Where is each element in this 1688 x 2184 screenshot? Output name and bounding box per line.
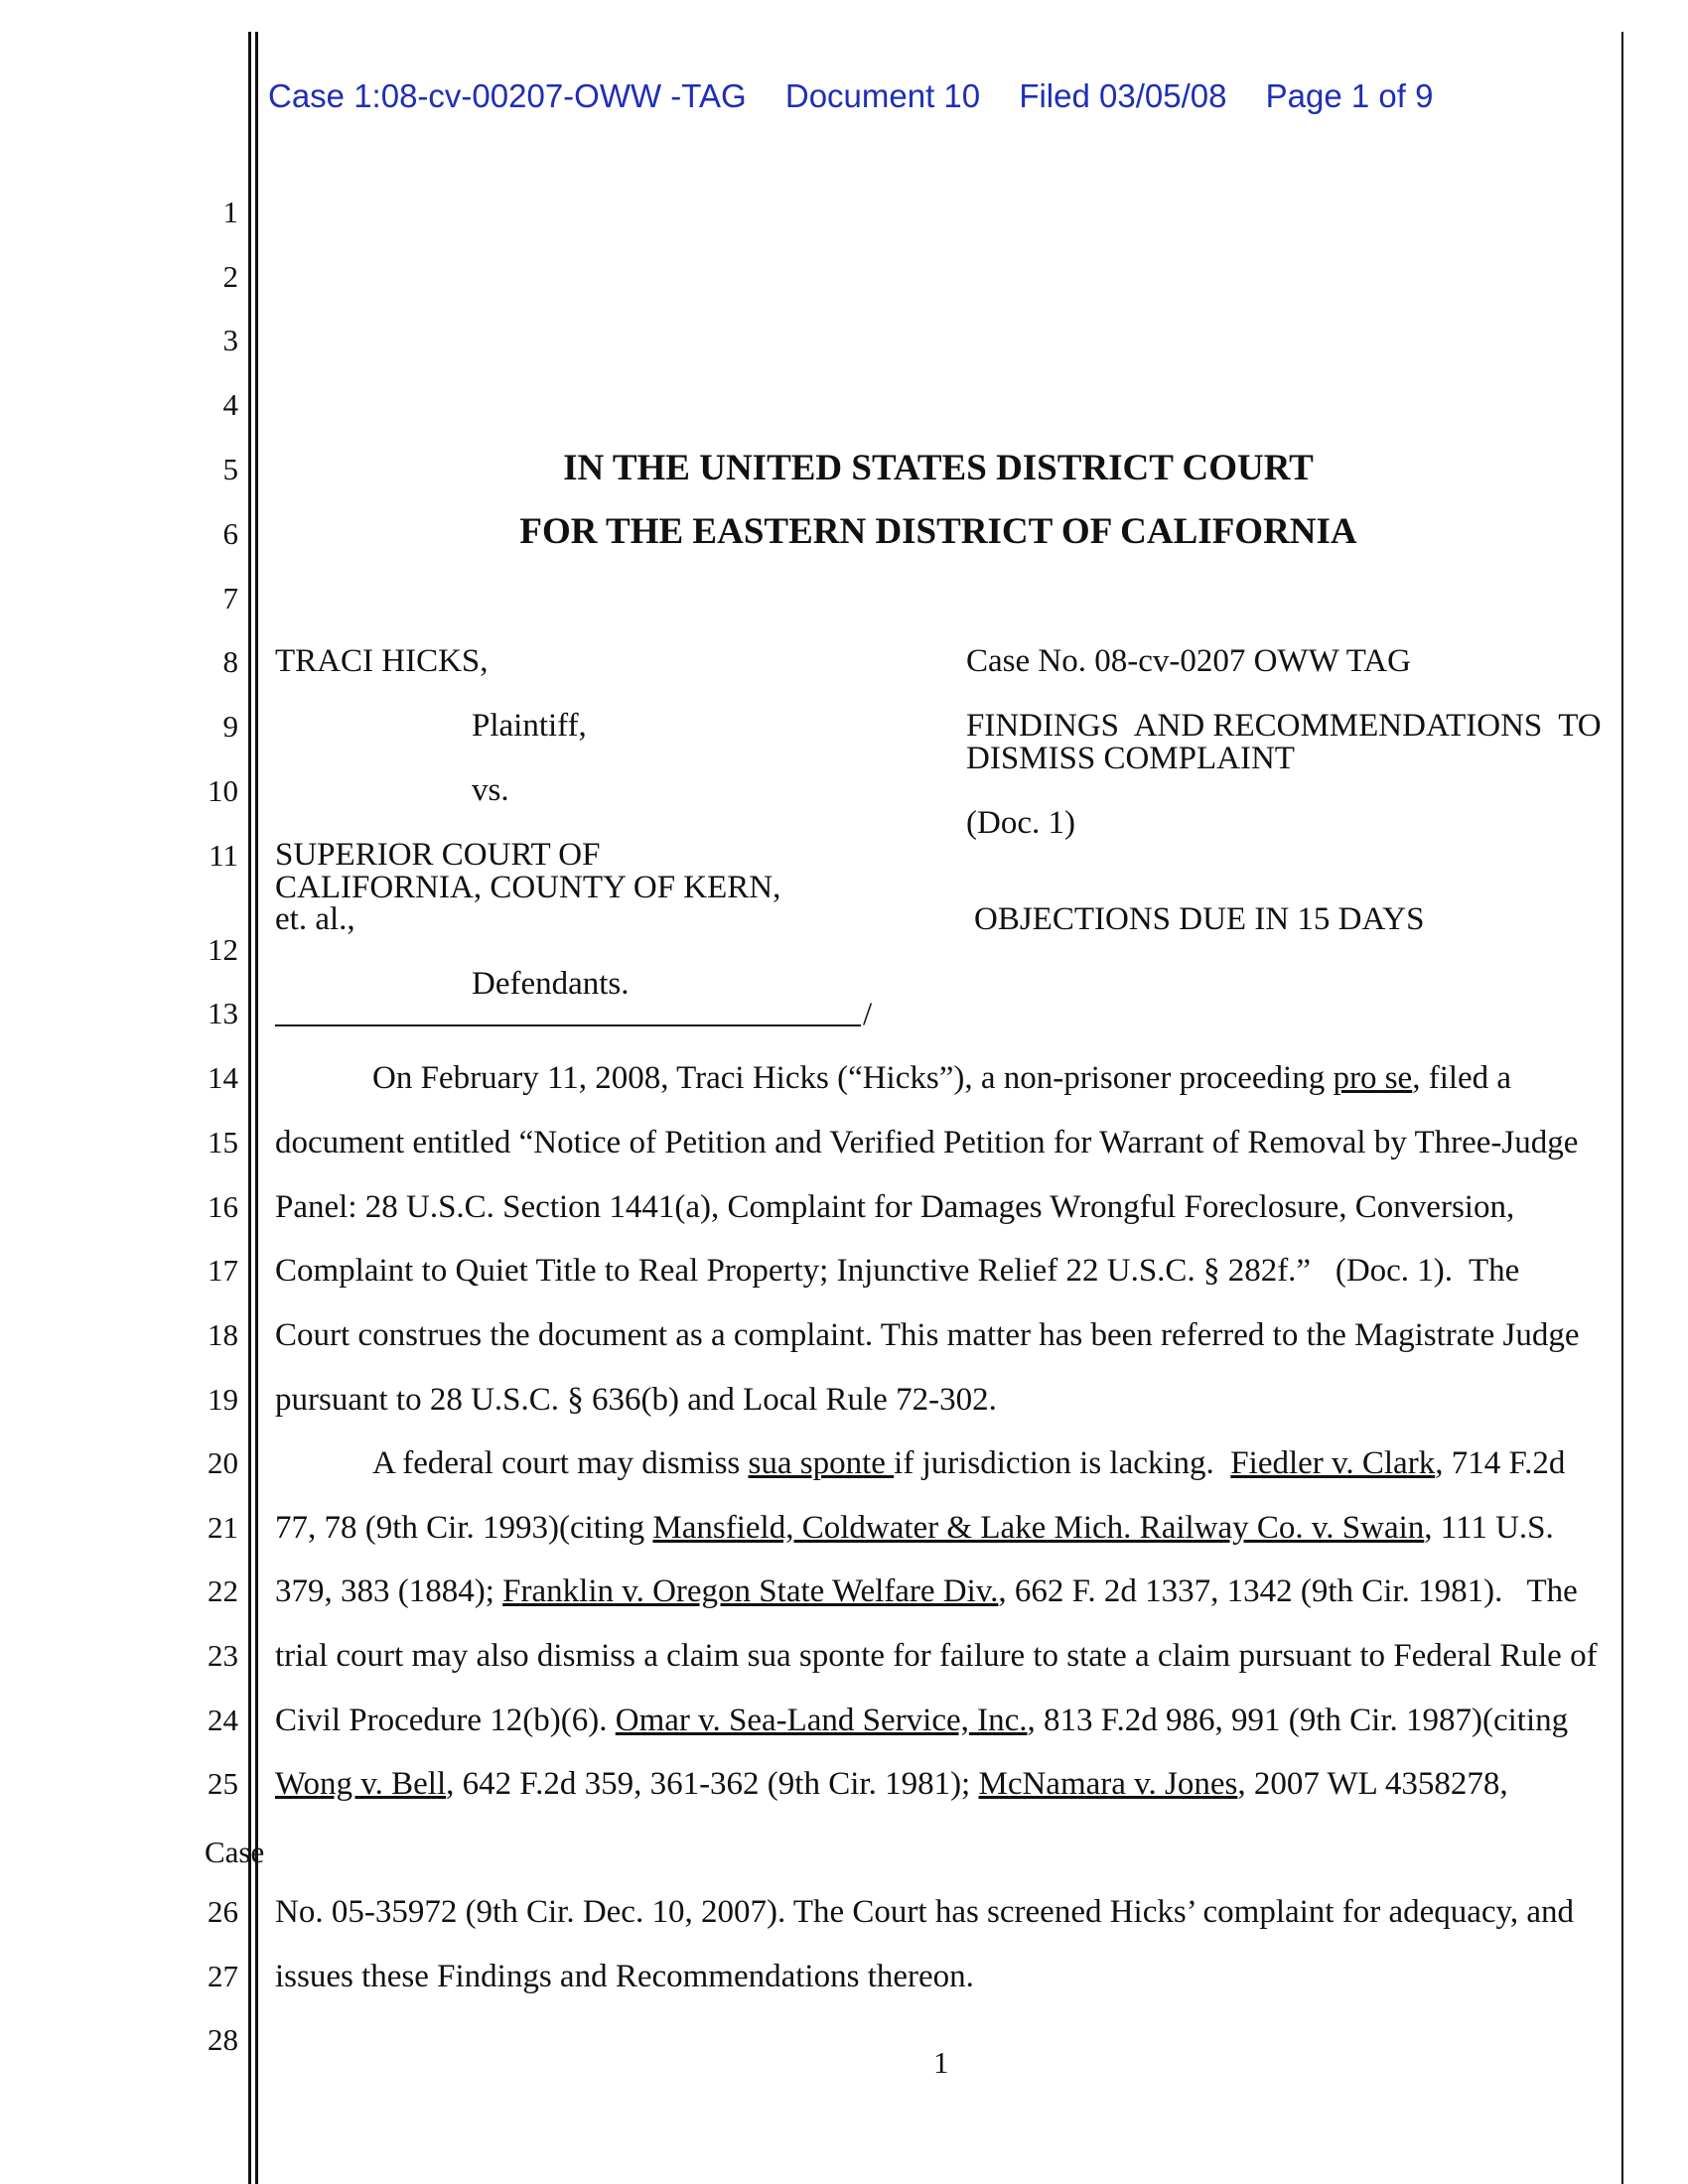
line-number: 15 — [208, 1125, 238, 1160]
body-text: On February 11, 2008, Traci Hicks (“Hicks”), a non-prisoner proceeding — [372, 1060, 1334, 1096]
body-line-21 — [275, 1512, 1554, 1545]
line-number: 7 — [222, 581, 238, 615]
line-number: 3 — [222, 323, 238, 357]
line-number: 20 — [208, 1445, 238, 1480]
body-text: if jurisdiction is lacking. — [894, 1445, 1231, 1481]
ecf-filed-date: Filed 03/05/08 — [1019, 77, 1227, 114]
document-title-line1: FINDINGS AND RECOMMENDATIONS TO — [966, 708, 1602, 744]
body-text: , 2007 WL 4358278, — [1237, 1766, 1508, 1802]
case-citation: McNamara v. Jones — [978, 1766, 1238, 1802]
body-line-18: Court construes the document as a complaint. This matter has been referred to the Magistrate Judge — [275, 1317, 1580, 1353]
document-reference: (Doc. 1) — [966, 805, 1075, 841]
ecf-header-stamp — [268, 77, 1463, 115]
body-text: 379, 383 (1884); — [275, 1573, 503, 1609]
defendant-label: Defendants. — [472, 966, 630, 1002]
caption-signature-line — [275, 1024, 861, 1026]
body-line-19: pursuant to 28 U.S.C. § 636(b) and Local Rule 72-302. — [275, 1382, 997, 1418]
line-number: 6 — [222, 516, 238, 551]
body-line-25 — [275, 1768, 1508, 1801]
ecf-document-number: Document 10 — [784, 77, 981, 114]
body-line-23: trial court may also dismiss a claim sua sponte for failure to state a claim pursuant to Federal Rule of — [275, 1638, 1598, 1674]
case-citation: Franklin v. Oregon State Welfare Div. — [502, 1573, 999, 1609]
line-number: 26 — [208, 1894, 238, 1929]
body-text: , 662 F. 2d 1337, 1342 (9th Cir. 1981). The — [998, 1573, 1578, 1609]
line-number: 1 — [222, 195, 238, 229]
defendant-line2: CALIFORNIA, COUNTY OF KERN, — [275, 870, 781, 905]
line-number: 18 — [208, 1317, 238, 1352]
line-number: 25 — [208, 1766, 238, 1801]
line-number: 22 — [208, 1573, 238, 1608]
body-text: , 714 F.2d — [1435, 1445, 1566, 1481]
stray-case-text: Case — [205, 1835, 265, 1869]
line-number: 11 — [209, 838, 238, 873]
body-text: Civil Procedure 12(b)(6). — [275, 1703, 616, 1738]
line-number: 4 — [222, 387, 238, 422]
body-line-24 — [275, 1705, 1568, 1737]
line-number: 21 — [208, 1510, 238, 1545]
line-number: 13 — [208, 996, 238, 1030]
line-number: 12 — [208, 932, 238, 967]
defendant-line1: SUPERIOR COURT OF — [275, 837, 601, 873]
line-number: 17 — [208, 1253, 238, 1288]
case-citation: Fiedler v. Clark — [1230, 1445, 1436, 1481]
body-text: , filed a — [1412, 1060, 1512, 1096]
ecf-page-count: Page 1 of 9 — [1265, 77, 1434, 114]
court-heading-line2: FOR THE EASTERN DISTRICT OF CALIFORNIA — [519, 511, 1357, 552]
body-text: , 111 U.S. — [1424, 1510, 1554, 1546]
body-line-26: No. 05-35972 (9th Cir. Dec. 10, 2007). The Court has screened Hicks’ complaint for adequacy, and — [275, 1894, 1575, 1930]
body-text: , 813 F.2d 986, 991 (9th Cir. 1987)(citing — [1027, 1703, 1569, 1738]
document-title-line2: DISMISS COMPLAINT — [966, 741, 1295, 776]
caption-slash: / — [863, 997, 873, 1032]
right-margin-rule — [1621, 32, 1623, 2184]
ecf-case-number: Case 1:08-cv-00207-OWW -TAG — [268, 77, 747, 114]
case-citation: Omar v. Sea-Land Service, Inc. — [615, 1703, 1028, 1738]
line-number: 27 — [208, 1959, 238, 1993]
body-text: 77, 78 (9th Cir. 1993)(citing — [275, 1510, 653, 1546]
court-heading-line1: IN THE UNITED STATES DISTRICT COURT — [563, 448, 1314, 488]
body-line-27: issues these Findings and Recommendations thereon. — [275, 1959, 974, 1994]
body-line-17: Complaint to Quiet Title to Real Property; Injunctive Relief 22 U.S.C. § 282f.” (Doc. 1). The — [275, 1253, 1520, 1289]
body-underlined-text: sua sponte — [748, 1445, 895, 1481]
case-number: Case No. 08-cv-0207 OWW TAG — [966, 643, 1411, 679]
body-line-14 — [372, 1062, 1511, 1095]
plaintiff-label: Plaintiff, — [472, 708, 587, 744]
defendant-line3: et. al., — [275, 901, 355, 937]
line-number: 8 — [222, 644, 238, 679]
plaintiff-name: TRACI HICKS, — [275, 643, 489, 679]
case-citation: Wong v. Bell — [275, 1766, 447, 1802]
line-number: 19 — [208, 1382, 238, 1417]
body-underlined-text: pro se — [1333, 1060, 1413, 1096]
body-line-20 — [372, 1447, 1565, 1480]
body-line-16: Panel: 28 U.S.C. Section 1441(a), Complaint for Damages Wrongful Foreclosure, Conversion, — [275, 1189, 1515, 1225]
line-number: 16 — [208, 1189, 238, 1224]
line-number: 14 — [208, 1060, 238, 1095]
line-number: 23 — [208, 1638, 238, 1673]
body-line-22 — [275, 1575, 1578, 1608]
body-line-15: document entitled “Notice of Petition and Verified Petition for Warrant of Removal by Three-Judge — [275, 1125, 1579, 1160]
objections-notice: OBJECTIONS DUE IN 15 DAYS — [974, 901, 1425, 937]
versus-label: vs. — [472, 772, 509, 808]
page-number: 1 — [933, 2045, 949, 2080]
body-text: , 642 F.2d 359, 361-362 (9th Cir. 1981); — [446, 1766, 979, 1802]
line-number: 28 — [208, 2022, 238, 2057]
body-text: A federal court may dismiss — [372, 1445, 749, 1481]
line-number: 2 — [222, 259, 238, 294]
line-number: 5 — [222, 452, 238, 486]
line-number: 24 — [208, 1703, 238, 1737]
line-number: 10 — [208, 773, 238, 808]
line-number: 9 — [222, 709, 238, 744]
case-citation: Mansfield, Coldwater & Lake Mich. Railway Co. v. Swain — [652, 1510, 1425, 1546]
